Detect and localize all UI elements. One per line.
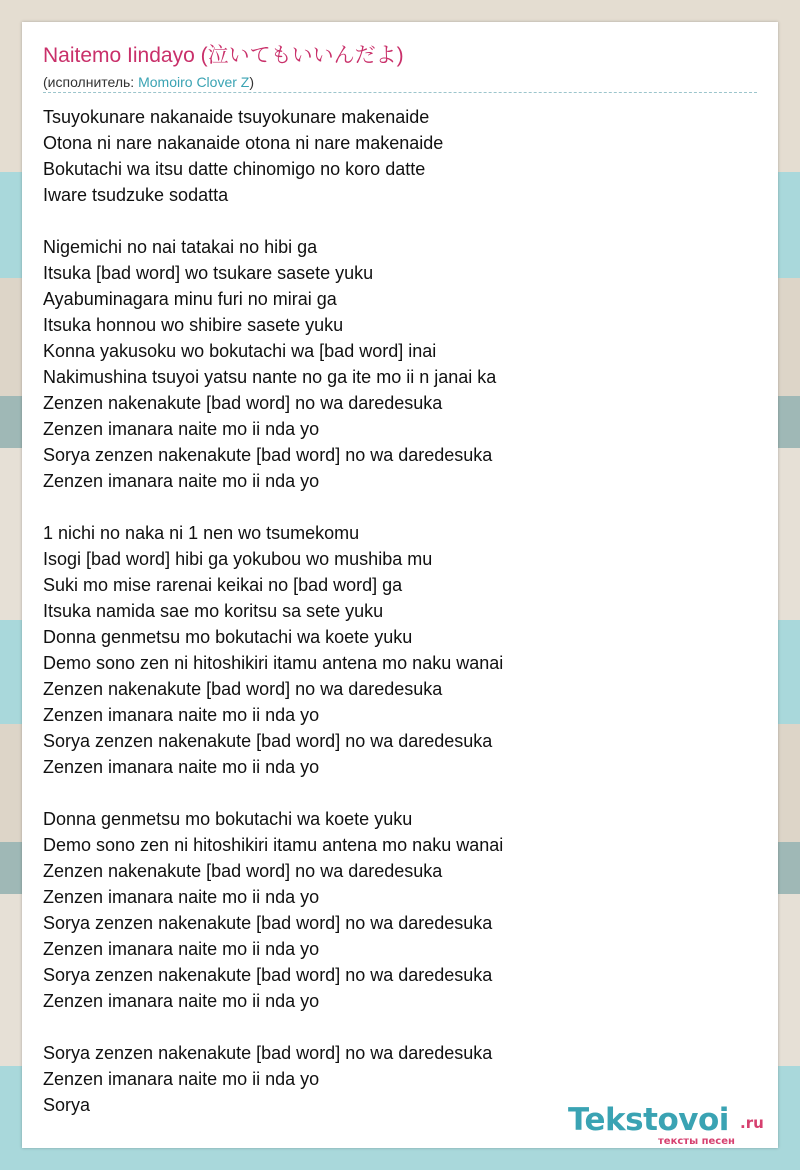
- title-divider: [43, 92, 757, 93]
- lyric-line: Iware tsudzuke sodatta: [43, 185, 229, 205]
- lyric-line: [43, 780, 743, 806]
- logo-tagline: тексты песен: [658, 1136, 735, 1147]
- lyric-line: [43, 208, 743, 234]
- lyric-line: Bokutachi wa itsu datte chinomigo no koro datte: [43, 159, 426, 179]
- logo-wordmark: Tekstovoi: [568, 1102, 729, 1138]
- artist-link[interactable]: Momoiro Clover Z: [138, 74, 250, 90]
- lyric-line: Zenzen imanara naite mo ii nda yo: [43, 705, 320, 725]
- lyric-line: Zenzen imanara naite mo ii nda yo: [43, 1069, 320, 1089]
- artist-line: [43, 73, 254, 91]
- lyric-line: Demo sono zen ni hitoshikiri itamu antena mo naku wanai: [43, 835, 504, 855]
- lyric-line: Sorya: [43, 1095, 91, 1115]
- lyric-line: Nakimushina tsuyoi yatsu nante no ga ite mo ii n janai ka: [43, 367, 497, 387]
- lyric-line: Zenzen nakenakute [bad word] no wa daredesuka: [43, 393, 443, 413]
- site-logo[interactable]: [568, 1102, 778, 1146]
- lyric-line: Sorya zenzen nakenakute [bad word] no wa daredesuka: [43, 965, 493, 985]
- artist-prefix: (исполнитель:: [43, 74, 139, 90]
- lyric-line: Sorya zenzen nakenakute [bad word] no wa daredesuka: [43, 1043, 493, 1063]
- lyric-line: Zenzen nakenakute [bad word] no wa daredesuka: [43, 679, 443, 699]
- lyric-line: [43, 1014, 743, 1040]
- lyric-line: Sorya zenzen nakenakute [bad word] no wa daredesuka: [43, 913, 493, 933]
- lyric-line: Zenzen imanara naite mo ii nda yo: [43, 991, 320, 1011]
- lyric-line: Zenzen nakenakute [bad word] no wa daredesuka: [43, 861, 443, 881]
- logo-domain-suffix: .ru: [740, 1114, 764, 1132]
- lyrics-body: [43, 104, 743, 1118]
- lyric-line: Isogi [bad word] hibi ga yokubou wo mushiba mu: [43, 549, 433, 569]
- artist-suffix: ): [249, 74, 255, 90]
- lyric-line: Zenzen imanara naite mo ii nda yo: [43, 939, 320, 959]
- lyric-line: Zenzen imanara naite mo ii nda yo: [43, 757, 320, 777]
- lyric-line: Suki mo mise rarenai keikai no [bad word] ga: [43, 575, 403, 595]
- lyric-line: Demo sono zen ni hitoshikiri itamu antena mo naku wanai: [43, 653, 504, 673]
- lyric-line: Zenzen imanara naite mo ii nda yo: [43, 471, 320, 491]
- lyric-line: [43, 494, 743, 520]
- lyric-line: Itsuka namida sae mo koritsu sa sete yuku: [43, 601, 384, 621]
- lyric-line: Sorya zenzen nakenakute [bad word] no wa daredesuka: [43, 731, 493, 751]
- lyric-line: Donna genmetsu mo bokutachi wa koete yuku: [43, 809, 413, 829]
- lyric-line: Nigemichi no nai tatakai no hibi ga: [43, 237, 318, 257]
- lyric-line: Tsuyokunare nakanaide tsuyokunare makenaide: [43, 107, 430, 127]
- lyrics-card: [22, 22, 778, 1148]
- lyric-line: Ayabuminagara minu furi no mirai ga: [43, 289, 337, 309]
- lyric-line: 1 nichi no naka ni 1 nen wo tsumekomu: [43, 523, 360, 543]
- lyric-line: Sorya zenzen nakenakute [bad word] no wa daredesuka: [43, 445, 493, 465]
- song-title: Naitemo Iindayo (泣いてもいいんだよ): [43, 44, 404, 67]
- lyric-line: Konna yakusoku wo bokutachi wa [bad word] inai: [43, 341, 437, 361]
- lyric-line: Zenzen imanara naite mo ii nda yo: [43, 419, 320, 439]
- lyric-line: Zenzen imanara naite mo ii nda yo: [43, 887, 320, 907]
- lyric-line: Itsuka [bad word] wo tsukare sasete yuku: [43, 263, 374, 283]
- lyric-line: Donna genmetsu mo bokutachi wa koete yuku: [43, 627, 413, 647]
- lyric-line: Otona ni nare nakanaide otona ni nare makenaide: [43, 133, 444, 153]
- lyric-line: Itsuka honnou wo shibire sasete yuku: [43, 315, 344, 335]
